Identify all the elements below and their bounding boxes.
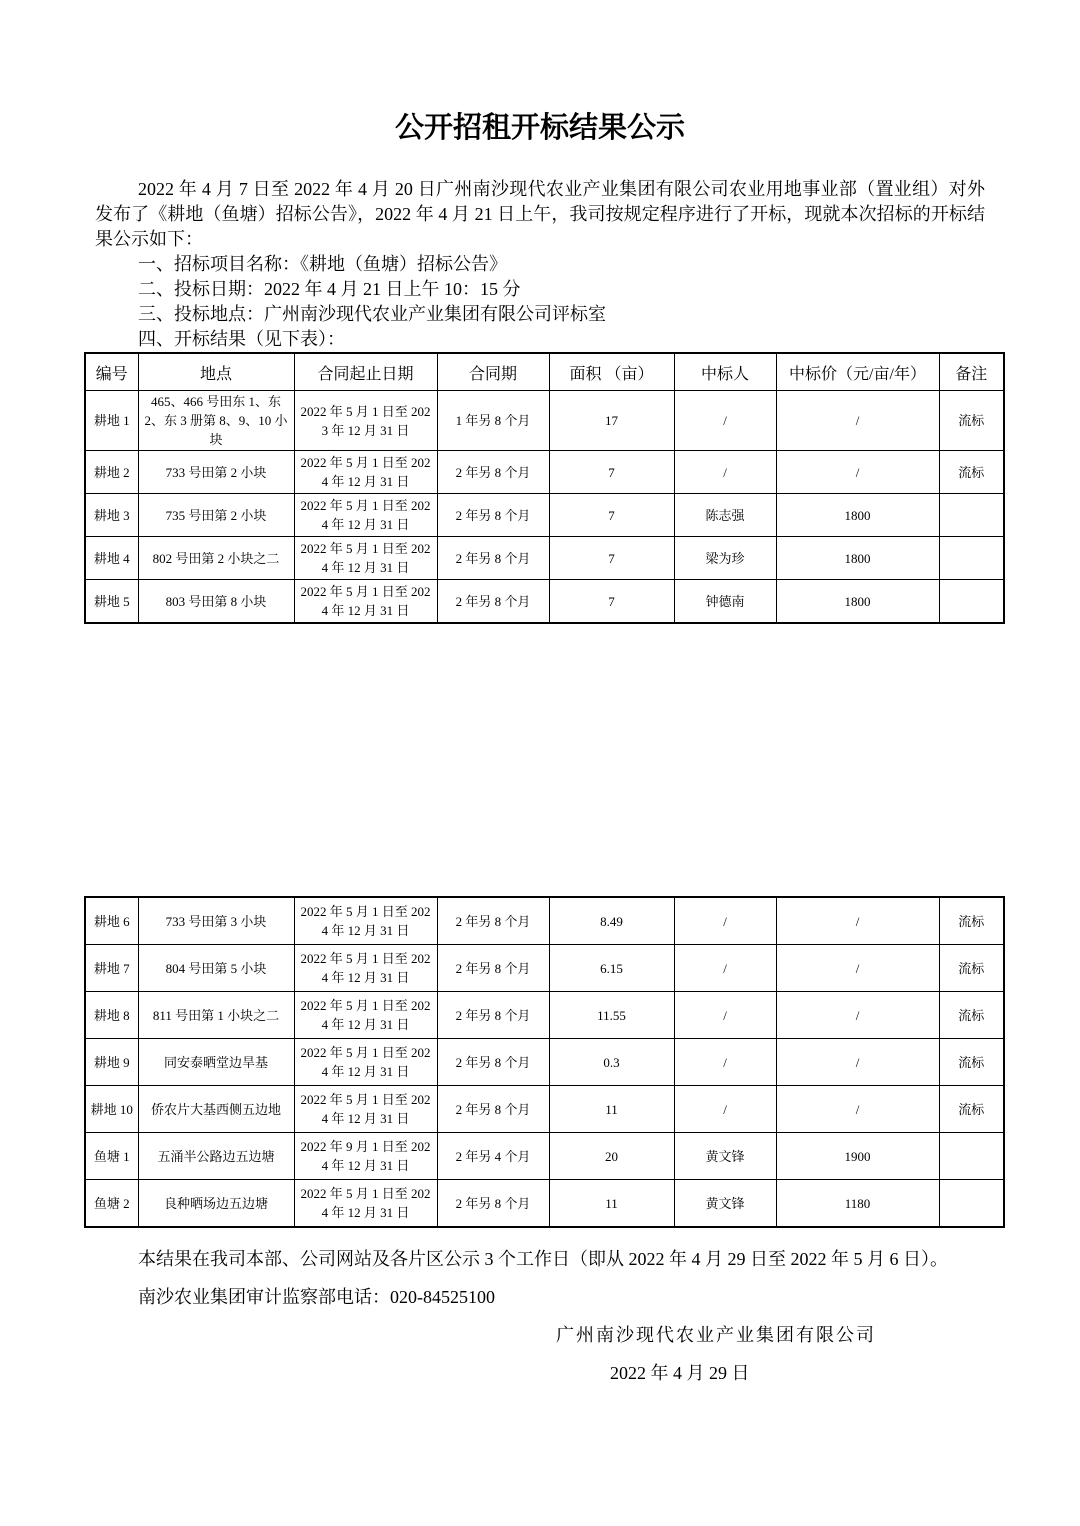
- table-header-row: [85, 353, 1004, 391]
- cell-term: 2 年另 8 个月: [437, 451, 549, 494]
- publicity-paragraph: 本结果在我司本部、公司网站及各片区公示 3 个工作日（即从 2022 年 4 月 29 日至 2022 年 5 月 6 日）。: [138, 1249, 948, 1269]
- bid-results-table-page2: [84, 896, 1005, 1228]
- cell-price: /: [776, 945, 939, 992]
- cell-term: 2 年另 8 个月: [437, 494, 549, 537]
- cell-note: 流标: [939, 391, 1004, 451]
- table-row: [85, 580, 1004, 624]
- cell-winner: /: [674, 897, 776, 945]
- header-area: 面积 （亩）: [549, 353, 674, 391]
- cell-id: 耕地 8: [85, 992, 138, 1039]
- cell-area: 20: [549, 1133, 674, 1180]
- cell-note: [939, 537, 1004, 580]
- cell-winner: 钟德南: [674, 580, 776, 624]
- cell-winner: /: [674, 1086, 776, 1133]
- cell-winner: /: [674, 451, 776, 494]
- cell-winner: /: [674, 391, 776, 451]
- company-signature: 广州南沙现代农业产业集团有限公司: [556, 1325, 876, 1345]
- cell-id: 耕地 3: [85, 494, 138, 537]
- cell-period: 2022 年 9 月 1 日至 2024 年 12 月 31 日: [294, 1133, 437, 1180]
- list-item-result-intro: 四、开标结果（见下表）：: [138, 329, 345, 349]
- cell-location: 侨农片大基西侧五边地: [138, 1086, 294, 1133]
- cell-price: /: [776, 897, 939, 945]
- cell-id: 耕地 9: [85, 1039, 138, 1086]
- cell-price: 1800: [776, 537, 939, 580]
- cell-period: 2022 年 5 月 1 日至 2024 年 12 月 31 日: [294, 494, 437, 537]
- cell-area: 7: [549, 537, 674, 580]
- cell-location: 五涌半公路边五边塘: [138, 1133, 294, 1180]
- cell-note: 流标: [939, 1086, 1004, 1133]
- intro-paragraph: 2022 年 4 月 7 日至 2022 年 4 月 20 日广州南沙现代农业产业集团有限公司农业用地事业部（置业组）对外发布了《耕地（鱼塘）招标公告》，2022 年 4 月 21 日上午，我司按规定程序进行了开标，现就本次招标的开标结果公示如下：: [95, 179, 985, 249]
- cell-id: 耕地 7: [85, 945, 138, 992]
- cell-area: 11: [549, 1180, 674, 1228]
- table-row: [85, 945, 1004, 992]
- cell-term: 2 年另 8 个月: [437, 1039, 549, 1086]
- list-item-bid-date: 二、投标日期：2022 年 4 月 21 日上午 10：15 分: [138, 279, 521, 299]
- cell-price: /: [776, 992, 939, 1039]
- cell-winner: /: [674, 992, 776, 1039]
- cell-term: 2 年另 8 个月: [437, 580, 549, 624]
- cell-area: 7: [549, 451, 674, 494]
- cell-location: 733 号田第 3 小块: [138, 897, 294, 945]
- header-term: 合同期: [437, 353, 549, 391]
- contact-phone-line: 南沙农业集团审计监察部电话：020-84525100: [138, 1287, 495, 1307]
- table-body-page2: [85, 897, 1004, 1227]
- cell-term: 2 年另 8 个月: [437, 992, 549, 1039]
- cell-term: 2 年另 8 个月: [437, 537, 549, 580]
- cell-location: 良种晒场边五边塘: [138, 1180, 294, 1228]
- cell-winner: 陈志强: [674, 494, 776, 537]
- cell-location: 735 号田第 2 小块: [138, 494, 294, 537]
- cell-period: 2022 年 5 月 1 日至 2024 年 12 月 31 日: [294, 1180, 437, 1228]
- table-row: [85, 992, 1004, 1039]
- cell-price: 1800: [776, 494, 939, 537]
- cell-note: [939, 1133, 1004, 1180]
- table-row: [85, 391, 1004, 451]
- cell-winner: /: [674, 1039, 776, 1086]
- cell-location: 803 号田第 8 小块: [138, 580, 294, 624]
- cell-term: 2 年另 4 个月: [437, 1133, 549, 1180]
- cell-area: 6.15: [549, 945, 674, 992]
- cell-price: 1180: [776, 1180, 939, 1228]
- cell-note: [939, 1180, 1004, 1228]
- cell-term: 2 年另 8 个月: [437, 897, 549, 945]
- bid-results-table-page1: [84, 352, 1005, 624]
- cell-winner: /: [674, 945, 776, 992]
- cell-note: 流标: [939, 897, 1004, 945]
- cell-note: [939, 494, 1004, 537]
- cell-winner: 黄文锋: [674, 1133, 776, 1180]
- cell-area: 11: [549, 1086, 674, 1133]
- cell-id: 耕地 4: [85, 537, 138, 580]
- cell-area: 0.3: [549, 1039, 674, 1086]
- cell-term: 2 年另 8 个月: [437, 1086, 549, 1133]
- signature-date: 2022 年 4 月 29 日: [610, 1363, 750, 1383]
- cell-location: 465、466 号田东 1、东 2、东 3 册第 8、9、10 小块: [138, 391, 294, 451]
- cell-period: 2022 年 5 月 1 日至 2024 年 12 月 31 日: [294, 1039, 437, 1086]
- cell-period: 2022 年 5 月 1 日至 2024 年 12 月 31 日: [294, 1086, 437, 1133]
- cell-period: 2022 年 5 月 1 日至 2024 年 12 月 31 日: [294, 897, 437, 945]
- list-item-bid-location: 三、投标地点：广州南沙现代农业产业集团有限公司评标室: [138, 304, 606, 324]
- table-row: [85, 494, 1004, 537]
- cell-id: 耕地 6: [85, 897, 138, 945]
- cell-area: 7: [549, 580, 674, 624]
- cell-price: /: [776, 1039, 939, 1086]
- cell-id: 耕地 10: [85, 1086, 138, 1133]
- header-contract-period: 合同起止日期: [294, 353, 437, 391]
- header-winner: 中标人: [674, 353, 776, 391]
- cell-note: 流标: [939, 945, 1004, 992]
- header-price: 中标价（元/亩/年）: [776, 353, 939, 391]
- cell-location: 802 号田第 2 小块之二: [138, 537, 294, 580]
- cell-area: 17: [549, 391, 674, 451]
- cell-period: 2022 年 5 月 1 日至 2024 年 12 月 31 日: [294, 580, 437, 624]
- table-row: [85, 1180, 1004, 1228]
- cell-period: 2022 年 5 月 1 日至 2024 年 12 月 31 日: [294, 992, 437, 1039]
- cell-term: 2 年另 8 个月: [437, 1180, 549, 1228]
- cell-area: 8.49: [549, 897, 674, 945]
- table-row: [85, 1133, 1004, 1180]
- list-item-project-name: 一、招标项目名称：《耕地（鱼塘）招标公告》: [138, 254, 507, 274]
- cell-price: 1900: [776, 1133, 939, 1180]
- header-id: 编号: [85, 353, 138, 391]
- cell-id: 耕地 1: [85, 391, 138, 451]
- cell-period: 2022 年 5 月 1 日至 2024 年 12 月 31 日: [294, 945, 437, 992]
- header-location: 地点: [138, 353, 294, 391]
- cell-note: 流标: [939, 1039, 1004, 1086]
- page-title: 公开招租开标结果公示: [394, 112, 685, 144]
- cell-winner: 梁为珍: [674, 537, 776, 580]
- cell-winner: 黄文锋: [674, 1180, 776, 1228]
- cell-location: 804 号田第 5 小块: [138, 945, 294, 992]
- table-row: [85, 897, 1004, 945]
- cell-id: 耕地 5: [85, 580, 138, 624]
- cell-price: /: [776, 391, 939, 451]
- cell-price: /: [776, 451, 939, 494]
- cell-price: 1800: [776, 580, 939, 624]
- table-row: [85, 537, 1004, 580]
- cell-location: 同安泰晒堂边旱基: [138, 1039, 294, 1086]
- table-row: [85, 1086, 1004, 1133]
- cell-term: 1 年另 8 个月: [437, 391, 549, 451]
- table-row: [85, 451, 1004, 494]
- cell-area: 11.55: [549, 992, 674, 1039]
- cell-period: 2022 年 5 月 1 日至 2024 年 12 月 31 日: [294, 451, 437, 494]
- cell-id: 耕地 2: [85, 451, 138, 494]
- table-row: [85, 1039, 1004, 1086]
- cell-note: 流标: [939, 992, 1004, 1039]
- table-body-page1: [85, 391, 1004, 624]
- cell-period: 2022 年 5 月 1 日至 2023 年 12 月 31 日: [294, 391, 437, 451]
- cell-price: /: [776, 1086, 939, 1133]
- header-note: 备注: [939, 353, 1004, 391]
- cell-period: 2022 年 5 月 1 日至 2024 年 12 月 31 日: [294, 537, 437, 580]
- cell-location: 733 号田第 2 小块: [138, 451, 294, 494]
- cell-location: 811 号田第 1 小块之二: [138, 992, 294, 1039]
- cell-area: 7: [549, 494, 674, 537]
- cell-note: 流标: [939, 451, 1004, 494]
- cell-term: 2 年另 8 个月: [437, 945, 549, 992]
- cell-note: [939, 580, 1004, 624]
- cell-id: 鱼塘 1: [85, 1133, 138, 1180]
- cell-id: 鱼塘 2: [85, 1180, 138, 1228]
